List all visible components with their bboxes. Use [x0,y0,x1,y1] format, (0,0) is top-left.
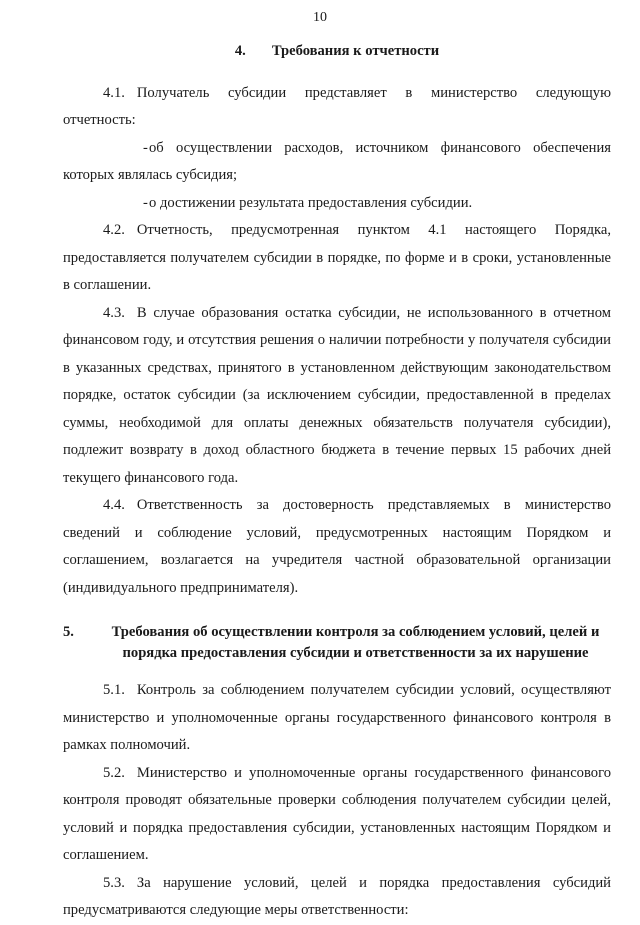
paragraph-4-1-text: Получатель субсидии представляет в министерство следующую отчетность: [63,84,611,128]
section-5-heading [63,622,611,663]
paragraph-5-1-number: 5.1. [103,682,125,698]
section-4-number: 4. [234,43,246,59]
bullet-item-1-text: об осуществлении расходов, источником финансового обеспечения которых являлась субсидия; [63,139,611,183]
paragraph-4-1 [63,80,611,135]
paragraph-4-3-number: 4.3. [103,304,125,321]
paragraph-5-2-text: Министерство и уполномоченные органы государственного финансового контроля проводят обязательные проверки соблюдения получателем субсидии целей, условий и порядка предоставления субсидии, установленных настоящим Порядком и соглашением. [63,764,611,863]
paragraph-5-3-number: 5.3. [103,874,125,891]
section-4-title: Требования к отчетности [271,43,440,59]
paragraph-5-3-text: За нарушение условий, целей и порядка предоставления субсидий предусматриваются следующие меры ответственности: [63,874,611,918]
paragraph-4-2-text: Отчетность, предусмотренная пунктом 4.1 настоящего Порядка, предоставляется получателем субсидии в порядке, по форме и в сроки, установленные в соглашении. [63,222,611,293]
paragraph-4-2-number: 4.2. [103,222,125,238]
section-spacer [63,602,611,622]
paragraph-5-3 [63,870,611,925]
bullet-item-1-dash: - [143,139,148,156]
paragraph-5-2 [63,760,611,870]
bullet-item-2-text: о достижении результата предоставления субсидии. [149,194,473,211]
paragraph-4-3-text: В случае образования остатка субсидии, не использованного в отчетном финансовом году, и отсутствия решения о наличии потребности у получателя субсидии в указанных средствах, принятого в установленном действующим законодательством порядке, остаток субсидии (за исключением субсидии, предоставленной в пределах суммы, необходимой для оплаты денежных обязательств получателя субсидии), подлежит возврату в доход областного бюджета в течение первых 15 рабочих дней текущего финансового года. [63,304,611,486]
document-content [63,38,611,925]
section-5-number: 5. [63,624,74,640]
page-number: 10 [313,10,327,25]
section-5-title: Требования об осуществлении контроля за соблюдением условий, целей и порядка предоставления субсидии и ответственности за их нарушение [111,624,600,661]
bullet-item-1 [63,135,611,190]
section-4-heading [63,38,611,66]
paragraph-5-1-text: Контроль за соблюдением получателем субсидии условий, осуществляют министерство и уполномоченные органы государственного финансового контроля в рамках полномочий. [63,682,611,753]
paragraph-5-2-number: 5.2. [103,764,125,781]
paragraph-5-1 [63,677,611,760]
paragraph-4-4 [63,492,611,602]
paragraph-4-2 [63,217,611,300]
paragraph-4-3 [63,300,611,493]
paragraph-4-1-number: 4.1. [103,84,125,101]
paragraph-4-4-text: Ответственность за достоверность представляемых в министерство сведений и соблюдение условий, предусмотренных настоящим Порядком и соглашением, возлагается на учредителя частной образовательной организации (индивидуального предпринимателя). [63,497,611,596]
bullet-item-2 [63,190,611,218]
bullet-item-2-dash: - [143,194,148,211]
paragraph-4-4-number: 4.4. [103,497,125,513]
